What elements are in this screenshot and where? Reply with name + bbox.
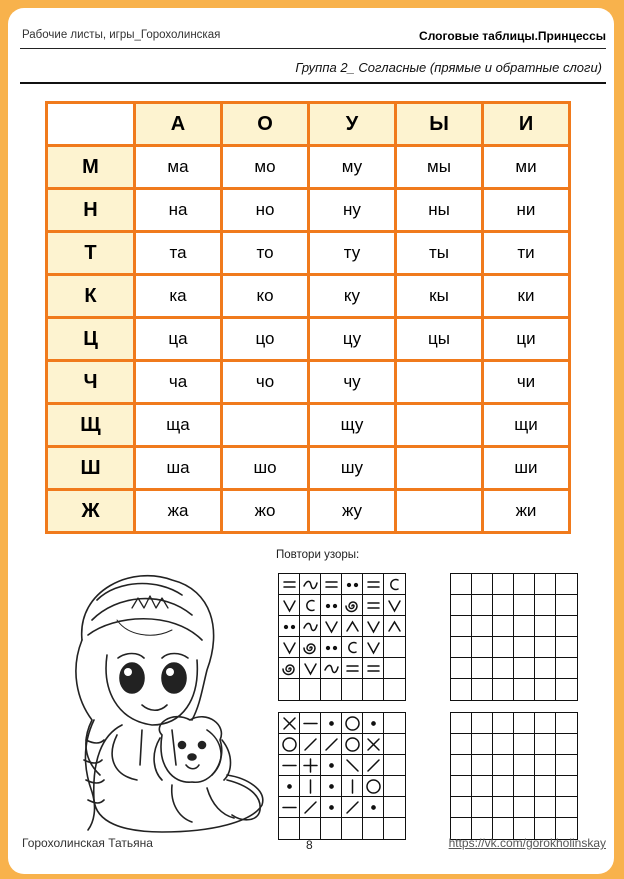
syllable-cell: но bbox=[222, 189, 309, 232]
grid-cell bbox=[535, 658, 556, 679]
syllable-cell: ци bbox=[483, 318, 570, 361]
page-subtitle: Группа 2_ Согласные (прямые и обратные слоги) bbox=[295, 60, 602, 75]
grid-cell bbox=[472, 595, 493, 616]
consonant-header: Н bbox=[47, 189, 135, 232]
dots-icon bbox=[279, 616, 300, 637]
grid-cell bbox=[556, 595, 577, 616]
grid-cell bbox=[321, 818, 342, 839]
table-row bbox=[47, 447, 570, 490]
syllable-cell bbox=[396, 490, 483, 533]
syllable-cell bbox=[396, 404, 483, 447]
equals-icon bbox=[363, 574, 384, 595]
table-row bbox=[47, 490, 570, 533]
grid-cell bbox=[493, 595, 514, 616]
check-icon bbox=[363, 637, 384, 658]
circle-icon bbox=[342, 734, 363, 755]
grid-cell bbox=[451, 734, 472, 755]
caret-icon bbox=[342, 616, 363, 637]
pattern-grid-sample-2 bbox=[278, 712, 406, 840]
syllable-cell: ма bbox=[135, 146, 222, 189]
check-icon bbox=[321, 616, 342, 637]
grid-cell bbox=[472, 734, 493, 755]
syllable-cell: ша bbox=[135, 447, 222, 490]
syllable-cell: шо bbox=[222, 447, 309, 490]
grid-cell bbox=[472, 755, 493, 776]
syllable-cell: та bbox=[135, 232, 222, 275]
grid-cell bbox=[472, 637, 493, 658]
circle-icon bbox=[342, 713, 363, 734]
grid-cell bbox=[472, 679, 493, 700]
vowel-header: О bbox=[222, 103, 309, 146]
grid-cell bbox=[493, 734, 514, 755]
consonant-header: Т bbox=[47, 232, 135, 275]
consonant-header: Ш bbox=[47, 447, 135, 490]
dots-icon bbox=[321, 595, 342, 616]
grid-cell bbox=[493, 658, 514, 679]
grid-cell bbox=[451, 574, 472, 595]
grid-cell bbox=[535, 595, 556, 616]
grid-cell bbox=[493, 713, 514, 734]
table-corner-cell bbox=[47, 103, 135, 146]
syllable-cell: цо bbox=[222, 318, 309, 361]
footer-link[interactable]: https://vk.com/gorokholinskay bbox=[448, 836, 606, 850]
patterns-label: Повтори узоры: bbox=[276, 549, 360, 561]
grid-cell bbox=[556, 776, 577, 797]
syllable-cell: ну bbox=[309, 189, 396, 232]
dot-icon bbox=[321, 797, 342, 818]
subtitle-rule bbox=[20, 82, 606, 84]
grid-cell bbox=[493, 574, 514, 595]
syllable-cell: ча bbox=[135, 361, 222, 404]
table-row bbox=[47, 275, 570, 318]
consonant-header: К bbox=[47, 275, 135, 318]
grid-cell bbox=[556, 574, 577, 595]
grid-cell bbox=[384, 776, 405, 797]
syllable-cell bbox=[396, 361, 483, 404]
syllable-cell: ца bbox=[135, 318, 222, 361]
grid-cell bbox=[514, 713, 535, 734]
wave-icon bbox=[321, 658, 342, 679]
consonant-header: Щ bbox=[47, 404, 135, 447]
grid-cell bbox=[384, 797, 405, 818]
grid-cell bbox=[535, 797, 556, 818]
table-row bbox=[47, 189, 570, 232]
grid-cell bbox=[384, 734, 405, 755]
x-icon bbox=[363, 734, 384, 755]
check-icon bbox=[384, 595, 405, 616]
table-row bbox=[47, 404, 570, 447]
grid-cell bbox=[535, 679, 556, 700]
grid-cell bbox=[514, 679, 535, 700]
grid-cell bbox=[493, 679, 514, 700]
syllable-cell: ни bbox=[483, 189, 570, 232]
grid-cell bbox=[472, 658, 493, 679]
grid-cell bbox=[556, 679, 577, 700]
syllable-cell: ти bbox=[483, 232, 570, 275]
grid-cell bbox=[535, 713, 556, 734]
pattern-grid-empty-2 bbox=[450, 712, 578, 840]
slash-icon bbox=[363, 755, 384, 776]
grid-cell bbox=[514, 637, 535, 658]
hline-icon bbox=[279, 797, 300, 818]
syllable-cell: чи bbox=[483, 361, 570, 404]
grid-cell bbox=[514, 658, 535, 679]
check-icon bbox=[363, 616, 384, 637]
grid-cell bbox=[384, 713, 405, 734]
caret-icon bbox=[384, 616, 405, 637]
dot-icon bbox=[321, 755, 342, 776]
equals-icon bbox=[279, 574, 300, 595]
pattern-grid-empty-1 bbox=[450, 573, 578, 701]
syllable-cell: на bbox=[135, 189, 222, 232]
syllable-cell: ка bbox=[135, 275, 222, 318]
consonant-header: М bbox=[47, 146, 135, 189]
syllable-cell: ту bbox=[309, 232, 396, 275]
grid-cell bbox=[451, 616, 472, 637]
arc-icon bbox=[300, 595, 321, 616]
grid-cell bbox=[514, 595, 535, 616]
syllable-cell: жу bbox=[309, 490, 396, 533]
check-icon bbox=[279, 637, 300, 658]
syllable-cell: ки bbox=[483, 275, 570, 318]
grid-cell bbox=[556, 797, 577, 818]
plus-icon bbox=[300, 755, 321, 776]
footer-author: Горохолинская Татьяна bbox=[22, 836, 153, 850]
syllable-cell: цу bbox=[309, 318, 396, 361]
circle-icon bbox=[363, 776, 384, 797]
syllable-cell: жи bbox=[483, 490, 570, 533]
grid-cell bbox=[384, 755, 405, 776]
circle-icon bbox=[279, 734, 300, 755]
grid-cell bbox=[514, 776, 535, 797]
grid-cell bbox=[472, 574, 493, 595]
grid-cell bbox=[451, 679, 472, 700]
syllable-cell bbox=[222, 404, 309, 447]
grid-cell bbox=[556, 755, 577, 776]
grid-cell bbox=[514, 797, 535, 818]
grid-cell bbox=[384, 679, 405, 700]
dot-icon bbox=[321, 776, 342, 797]
syllable-cell bbox=[396, 447, 483, 490]
table-row bbox=[47, 361, 570, 404]
slash-icon bbox=[342, 797, 363, 818]
check-icon bbox=[279, 595, 300, 616]
grid-cell bbox=[535, 637, 556, 658]
header-rule bbox=[20, 48, 606, 49]
grid-cell bbox=[451, 658, 472, 679]
syllable-cell: му bbox=[309, 146, 396, 189]
consonant-header: Ч bbox=[47, 361, 135, 404]
dot-icon bbox=[279, 776, 300, 797]
grid-cell bbox=[535, 616, 556, 637]
grid-cell bbox=[535, 755, 556, 776]
syllable-cell: ку bbox=[309, 275, 396, 318]
arc-icon bbox=[342, 637, 363, 658]
dot-icon bbox=[321, 713, 342, 734]
syllable-cell: щу bbox=[309, 404, 396, 447]
grid-cell bbox=[451, 595, 472, 616]
vowel-header: Ы bbox=[396, 103, 483, 146]
grid-cell bbox=[493, 616, 514, 637]
arc-icon bbox=[384, 574, 405, 595]
syllable-cell: жа bbox=[135, 490, 222, 533]
grid-cell bbox=[556, 637, 577, 658]
equals-icon bbox=[321, 574, 342, 595]
syllable-cell: мо bbox=[222, 146, 309, 189]
wave-icon bbox=[300, 574, 321, 595]
hline-icon bbox=[300, 713, 321, 734]
syllable-cell: ми bbox=[483, 146, 570, 189]
syllable-table bbox=[45, 101, 571, 534]
vowel-header: А bbox=[135, 103, 222, 146]
grid-cell bbox=[472, 776, 493, 797]
grid-cell bbox=[493, 755, 514, 776]
syllable-cell: ты bbox=[396, 232, 483, 275]
grid-cell bbox=[556, 713, 577, 734]
syllable-cell: мы bbox=[396, 146, 483, 189]
grid-cell bbox=[321, 679, 342, 700]
syllable-cell: ща bbox=[135, 404, 222, 447]
vline-icon bbox=[342, 776, 363, 797]
consonant-header: Ц bbox=[47, 318, 135, 361]
page-number: 8 bbox=[306, 838, 313, 852]
syllable-cell: чо bbox=[222, 361, 309, 404]
grid-cell bbox=[279, 818, 300, 839]
syllable-cell: ны bbox=[396, 189, 483, 232]
consonant-header: Ж bbox=[47, 490, 135, 533]
grid-cell bbox=[384, 658, 405, 679]
grid-cell bbox=[514, 574, 535, 595]
vline-icon bbox=[300, 776, 321, 797]
grid-cell bbox=[451, 755, 472, 776]
dot-icon bbox=[363, 713, 384, 734]
slash-icon bbox=[321, 734, 342, 755]
grid-cell bbox=[472, 797, 493, 818]
dots-icon bbox=[321, 637, 342, 658]
vowel-header: У bbox=[309, 103, 396, 146]
grid-cell bbox=[556, 734, 577, 755]
spiral-icon bbox=[300, 637, 321, 658]
hline-icon bbox=[279, 755, 300, 776]
syllable-cell: кы bbox=[396, 275, 483, 318]
syllable-cell: то bbox=[222, 232, 309, 275]
x-icon bbox=[279, 713, 300, 734]
syllable-cell: щи bbox=[483, 404, 570, 447]
grid-cell bbox=[451, 797, 472, 818]
grid-cell bbox=[514, 616, 535, 637]
grid-cell bbox=[451, 713, 472, 734]
slash-icon bbox=[300, 797, 321, 818]
grid-cell bbox=[342, 679, 363, 700]
grid-cell bbox=[556, 658, 577, 679]
syllable-cell: ко bbox=[222, 275, 309, 318]
syllable-cell: цы bbox=[396, 318, 483, 361]
dots-icon bbox=[342, 574, 363, 595]
slash-icon bbox=[300, 734, 321, 755]
grid-cell bbox=[493, 797, 514, 818]
syllable-cell: шу bbox=[309, 447, 396, 490]
equals-icon bbox=[363, 658, 384, 679]
table-row bbox=[47, 318, 570, 361]
dot-icon bbox=[363, 797, 384, 818]
grid-cell bbox=[514, 734, 535, 755]
grid-cell bbox=[300, 818, 321, 839]
syllable-cell: жо bbox=[222, 490, 309, 533]
grid-cell bbox=[514, 755, 535, 776]
grid-cell bbox=[300, 679, 321, 700]
header-title: Слоговые таблицы.Принцессы bbox=[419, 29, 606, 43]
grid-cell bbox=[384, 637, 405, 658]
grid-cell bbox=[472, 616, 493, 637]
grid-cell bbox=[451, 637, 472, 658]
syllable-cell: чу bbox=[309, 361, 396, 404]
spiral-icon bbox=[342, 595, 363, 616]
grid-cell bbox=[535, 574, 556, 595]
syllable-cell: ши bbox=[483, 447, 570, 490]
grid-cell bbox=[451, 776, 472, 797]
grid-cell bbox=[279, 679, 300, 700]
grid-cell bbox=[493, 776, 514, 797]
grid-cell bbox=[535, 776, 556, 797]
grid-cell bbox=[493, 637, 514, 658]
grid-cell bbox=[363, 818, 384, 839]
grid-cell bbox=[472, 713, 493, 734]
grid-cell bbox=[556, 616, 577, 637]
grid-cell bbox=[535, 734, 556, 755]
table-row bbox=[47, 146, 570, 189]
backslash-icon bbox=[342, 755, 363, 776]
grid-cell bbox=[363, 679, 384, 700]
princess-with-puppy-illustration bbox=[22, 560, 272, 835]
grid-cell bbox=[384, 818, 405, 839]
equals-icon bbox=[342, 658, 363, 679]
vowel-header: И bbox=[483, 103, 570, 146]
wave-icon bbox=[300, 616, 321, 637]
header-series: Рабочие листы, игры_Горохолинская bbox=[22, 29, 221, 41]
equals-icon bbox=[363, 595, 384, 616]
grid-cell bbox=[342, 818, 363, 839]
pattern-grid-sample-1 bbox=[278, 573, 406, 701]
spiral-icon bbox=[279, 658, 300, 679]
table-row bbox=[47, 232, 570, 275]
check-icon bbox=[300, 658, 321, 679]
